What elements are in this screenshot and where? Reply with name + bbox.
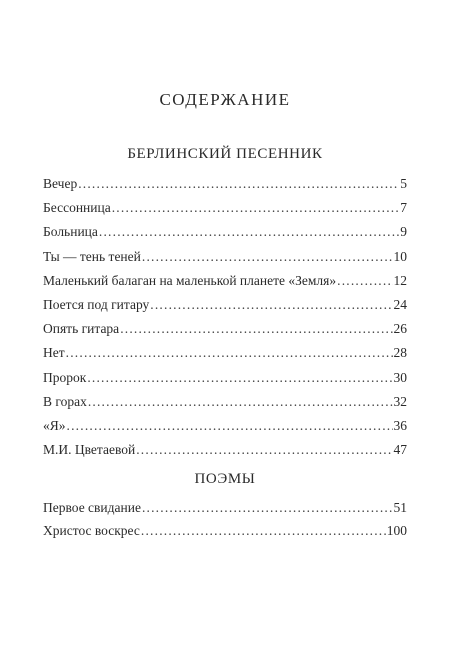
page-number: 24	[393, 296, 407, 312]
entry-title: Пророк	[43, 369, 87, 385]
page-number: 26	[393, 321, 407, 337]
page-number: 7	[400, 200, 407, 216]
page-number: 5	[400, 176, 407, 191]
dot-leader	[112, 196, 400, 220]
page-number: 36	[393, 417, 407, 433]
toc-entry	[43, 172, 407, 196]
dot-leader	[142, 245, 393, 269]
dot-leader	[141, 519, 386, 543]
page-number: 32	[393, 393, 407, 409]
entry-title: Опять гитара	[43, 321, 120, 337]
toc-entry	[43, 293, 407, 317]
page-number: 12	[393, 272, 407, 288]
page-number: 9	[400, 224, 407, 240]
dot-leader	[150, 293, 392, 317]
entry-title: Первое свидание	[43, 500, 141, 515]
toc-entry	[43, 245, 407, 269]
entry-title: Бессонница	[43, 200, 111, 216]
toc-list	[43, 496, 407, 542]
dot-leader	[88, 390, 393, 414]
entry-title: М.И. Цветаевой	[43, 442, 136, 458]
toc-entry	[43, 341, 407, 365]
toc-entry	[43, 269, 407, 293]
dot-leader	[87, 366, 392, 390]
dot-leader	[99, 220, 399, 244]
page-number: 100	[386, 523, 407, 538]
entry-title: «Я»	[43, 417, 66, 433]
page-number: 30	[393, 369, 407, 385]
toc-entry	[43, 196, 407, 220]
toc-entry	[43, 414, 407, 438]
dot-leader	[67, 414, 393, 438]
toc-entry	[43, 220, 407, 244]
entry-title: Христос воскрес	[43, 523, 140, 538]
page-number: 51	[393, 500, 407, 515]
entry-title: Поется под гитару	[43, 296, 150, 312]
toc-entry	[43, 438, 407, 462]
entry-title: Маленький балаган на маленькой планете «Земля»	[43, 272, 337, 288]
toc-entry	[43, 519, 407, 542]
toc-list	[43, 172, 407, 462]
entry-title: Вечер	[43, 176, 78, 191]
section-heading: БЕРЛИНСКИЙ ПЕСЕННИК	[127, 146, 323, 162]
entry-title: Нет	[43, 345, 65, 361]
page-title: СОДЕРЖАНИЕ	[159, 90, 291, 109]
dot-leader	[66, 341, 393, 365]
entry-title: В горах	[43, 393, 87, 409]
dot-leader	[337, 269, 392, 293]
toc-entry	[43, 317, 407, 341]
page-number: 28	[393, 345, 407, 361]
dot-leader	[136, 438, 392, 462]
dot-leader	[120, 317, 392, 341]
entry-title: Ты — тень теней	[43, 248, 141, 264]
dot-leader	[142, 496, 393, 520]
dot-leader	[78, 172, 399, 196]
section-heading: ПОЭМЫ	[194, 471, 256, 487]
entry-title: Больница	[43, 224, 98, 240]
toc-entry	[43, 390, 407, 414]
toc-entry	[43, 366, 407, 390]
page-number: 47	[393, 442, 407, 458]
page-number: 10	[393, 248, 407, 264]
toc-entry	[43, 496, 407, 519]
